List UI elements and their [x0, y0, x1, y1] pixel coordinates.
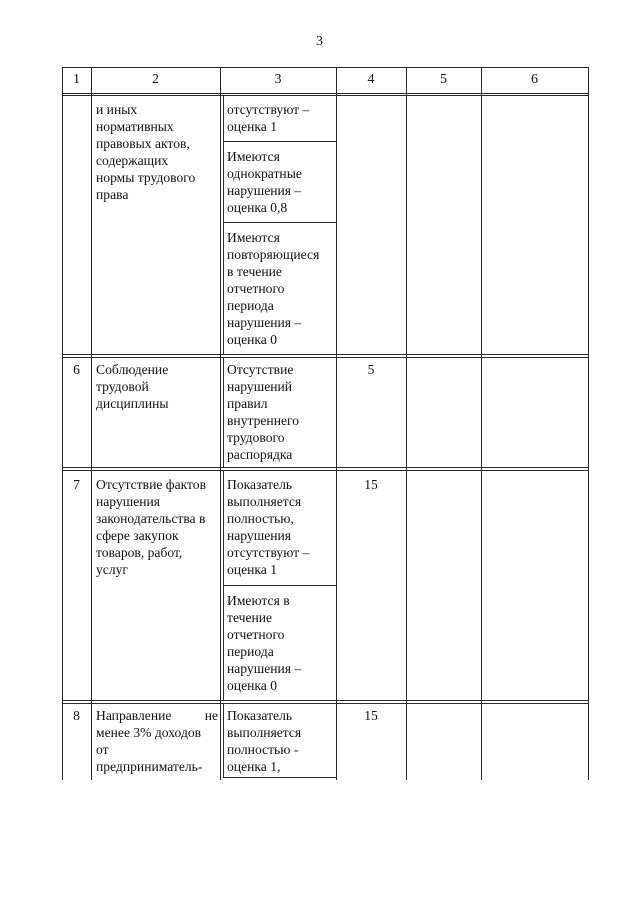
row-weight: 15: [364, 477, 378, 492]
row-assessment: Показатель выполняется полностью, нарушения отсутствуют – оценка 1: [227, 477, 310, 577]
row-criterion: Соблюдение трудовой дисциплины: [96, 362, 169, 411]
header-col-6: 6: [531, 72, 538, 87]
row-weight: 5: [367, 362, 375, 377]
col3-inner-left: [223, 357, 224, 467]
col-divider-3-4: [336, 67, 337, 780]
row-weight: 15: [364, 708, 378, 723]
row-assessment: отсутствуют – оценка 1: [227, 102, 310, 134]
row-number: 7: [73, 477, 80, 492]
page-number: 3: [316, 34, 323, 49]
row-separator: [62, 470, 589, 471]
col-divider-1-2: [91, 67, 92, 780]
col3-subdivider: [223, 222, 337, 223]
col3-subdivider: [223, 585, 337, 586]
row-criterion-word: Направление: [96, 708, 172, 723]
row-assessment: Показатель выполняется полностью - оценка 1,: [227, 708, 302, 774]
row-number: 8: [73, 708, 80, 723]
col3-inner-left: [223, 95, 224, 354]
col-divider-5-6: [481, 67, 482, 780]
col-divider-2-3: [220, 67, 221, 780]
row-separator: [62, 467, 589, 468]
header-col-1: 1: [73, 72, 80, 87]
row-criterion: и иных нормативных правовых актов, содержащих нормы трудового права: [96, 102, 196, 202]
col-divider-4-5: [406, 67, 407, 780]
header-col-2: 2: [152, 72, 159, 87]
table-border-left: [62, 67, 63, 780]
header-col-5: 5: [440, 72, 447, 87]
header-bottom: [62, 93, 589, 94]
row-assessment: Отсутствие нарушений правил внутреннего трудового распорядка: [227, 362, 300, 462]
table-border-right: [588, 67, 589, 780]
row-assessment: Имеются повторяющиеся в течение отчетного периода нарушения – оценка 0: [227, 230, 320, 347]
header-bottom-double: [62, 95, 589, 96]
row-number: 6: [73, 362, 80, 377]
header-col-4: 4: [367, 72, 375, 87]
row-criterion: Отсутствие фактов нарушения законодательства в сфере закупок товаров, работ, услуг: [96, 477, 207, 577]
row-criterion-word: не: [204, 708, 218, 723]
col3-subdivider: [223, 141, 337, 142]
col3-box-bottom: [223, 777, 337, 778]
row-separator: [62, 700, 589, 701]
row-separator: [62, 357, 589, 358]
row-separator: [62, 354, 589, 355]
row-assessment: Имеются однократные нарушения – оценка 0,8: [227, 149, 302, 215]
col3-inner-left: [223, 703, 224, 777]
header-col-3: 3: [274, 72, 282, 87]
row-assessment: Имеются в течение отчетного периода нарушения – оценка 0: [227, 593, 302, 693]
row-separator: [62, 703, 589, 704]
row-criterion: менее 3% доходов от предприниматель-: [96, 725, 203, 774]
row-criterion-first-line: [96, 707, 218, 724]
